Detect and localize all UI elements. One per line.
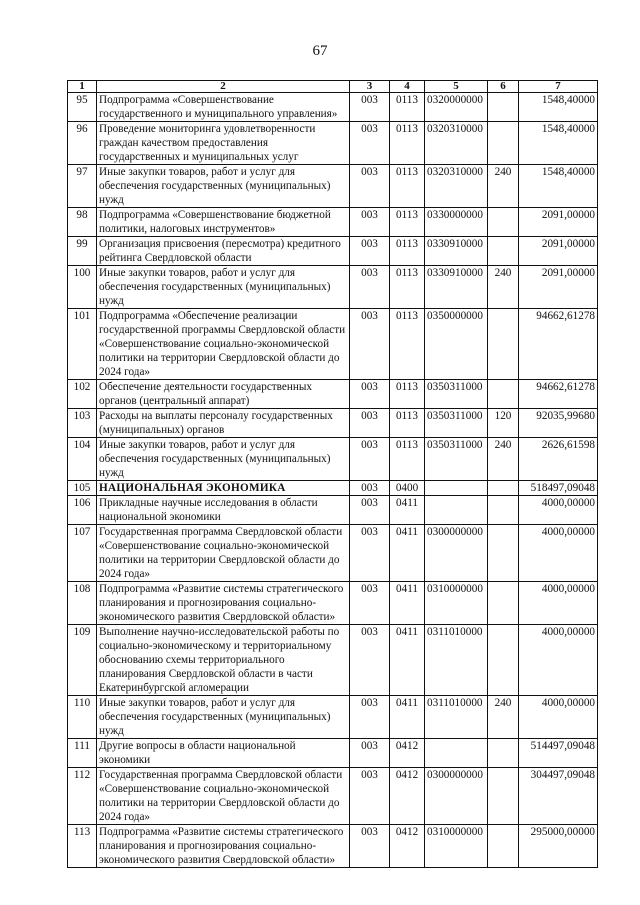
table-row [68, 237, 598, 266]
row-number: 101 [68, 309, 97, 380]
row-name: Выполнение научно-исследовательской работы по социально-экономическому и территориальному обоснованию схемы территориального планирования Свердловской области в части Екатеринбургской агломерации [97, 625, 350, 696]
amount: 295000,00000 [519, 825, 598, 868]
row-name: Иные закупки товаров, работ и услуг для обеспечения государственных (муниципальных) нужд [97, 696, 350, 739]
ministry-code: 003 [350, 625, 390, 696]
table-row [68, 208, 598, 237]
header-row [68, 81, 598, 93]
ministry-code: 003 [350, 309, 390, 380]
table-body [68, 93, 598, 868]
section-code: 0113 [390, 380, 425, 409]
table-row [68, 122, 598, 165]
ministry-code: 003 [350, 93, 390, 122]
section-code: 0113 [390, 266, 425, 309]
row-name: Государственная программа Свердловской области «Совершенствование социально-экономической политики на территории Свердловской области до 2024 года» [97, 768, 350, 825]
row-number: 102 [68, 380, 97, 409]
table-row [68, 768, 598, 825]
row-number: 95 [68, 93, 97, 122]
target-article-code: 0330910000 [425, 237, 488, 266]
expense-type-code [488, 625, 519, 696]
target-article-code: 0311010000 [425, 696, 488, 739]
amount: 1548,40000 [519, 122, 598, 165]
amount: 2091,00000 [519, 208, 598, 237]
expense-type-code [488, 768, 519, 825]
target-article-code: 0350311000 [425, 380, 488, 409]
row-number: 105 [68, 481, 97, 496]
target-article-code [425, 739, 488, 768]
amount: 1548,40000 [519, 165, 598, 208]
table-row [68, 409, 598, 438]
section-code: 0412 [390, 825, 425, 868]
column-header-1: 1 [68, 81, 97, 93]
row-number: 99 [68, 237, 97, 266]
ministry-code: 003 [350, 696, 390, 739]
expense-type-code: 120 [488, 409, 519, 438]
target-article-code: 0350311000 [425, 438, 488, 481]
expense-type-code [488, 481, 519, 496]
row-number: 104 [68, 438, 97, 481]
row-name: Проведение мониторинга удовлетворенности граждан качеством предоставления государственных и муниципальных услуг [97, 122, 350, 165]
column-header-4: 4 [390, 81, 425, 93]
expense-type-code [488, 525, 519, 582]
amount: 4000,00000 [519, 696, 598, 739]
expense-type-code [488, 496, 519, 525]
ministry-code: 003 [350, 409, 390, 438]
amount: 2626,61598 [519, 438, 598, 481]
target-article-code: 0330910000 [425, 266, 488, 309]
ministry-code: 003 [350, 266, 390, 309]
table-row [68, 380, 598, 409]
target-article-code: 0310000000 [425, 582, 488, 625]
ministry-code: 003 [350, 825, 390, 868]
row-name: Государственная программа Свердловской области «Совершенствование социально-экономической политики на территории Свердловской области до 2024 года» [97, 525, 350, 582]
row-name: Другие вопросы в области национальной экономики [97, 739, 350, 768]
row-number: 110 [68, 696, 97, 739]
row-name: Подпрограмма «Совершенствование государственного и муниципального управления» [97, 93, 350, 122]
amount: 92035,99680 [519, 409, 598, 438]
target-article-code [425, 496, 488, 525]
target-article-code: 0310000000 [425, 825, 488, 868]
section-code: 0400 [390, 481, 425, 496]
section-code: 0113 [390, 309, 425, 380]
amount: 518497,09048 [519, 481, 598, 496]
amount: 514497,09048 [519, 739, 598, 768]
table-row [68, 309, 598, 380]
table-row [68, 266, 598, 309]
row-number: 111 [68, 739, 97, 768]
row-number: 109 [68, 625, 97, 696]
row-number: 97 [68, 165, 97, 208]
section-code: 0411 [390, 625, 425, 696]
section-code: 0113 [390, 165, 425, 208]
amount: 4000,00000 [519, 496, 598, 525]
page-number: 67 [312, 43, 328, 59]
table-row [68, 438, 598, 481]
row-name: Расходы на выплаты персоналу государственных (муниципальных) органов [97, 409, 350, 438]
target-article-code: 0330000000 [425, 208, 488, 237]
row-number: 113 [68, 825, 97, 868]
table-row [68, 481, 598, 496]
target-article-code: 0300000000 [425, 525, 488, 582]
column-header-5: 5 [425, 81, 488, 93]
row-name: Иные закупки товаров, работ и услуг для обеспечения государственных (муниципальных) нужд [97, 165, 350, 208]
row-name: Подпрограмма «Совершенствование бюджетной политики, налоговых инструментов» [97, 208, 350, 237]
table-row [68, 825, 598, 868]
section-code: 0113 [390, 93, 425, 122]
budget-table [67, 80, 598, 868]
expense-type-code [488, 208, 519, 237]
ministry-code: 003 [350, 208, 390, 237]
amount: 304497,09048 [519, 768, 598, 825]
target-article-code: 0320310000 [425, 165, 488, 208]
section-code: 0113 [390, 208, 425, 237]
section-code: 0412 [390, 768, 425, 825]
expense-type-code: 240 [488, 438, 519, 481]
section-code: 0113 [390, 122, 425, 165]
section-code: 0113 [390, 409, 425, 438]
section-code: 0411 [390, 696, 425, 739]
ministry-code: 003 [350, 481, 390, 496]
row-number: 98 [68, 208, 97, 237]
section-code: 0113 [390, 237, 425, 266]
expense-type-code [488, 739, 519, 768]
ministry-code: 003 [350, 237, 390, 266]
target-article-code: 0320310000 [425, 122, 488, 165]
row-name: Прикладные научные исследования в области национальной экономики [97, 496, 350, 525]
expense-type-code: 240 [488, 696, 519, 739]
target-article-code: 0311010000 [425, 625, 488, 696]
row-number: 112 [68, 768, 97, 825]
row-name: Подпрограмма «Обеспечение реализации государственной программы Свердловской области «Совершенствование социально-экономической политики на территории Свердловской области до 2024 года» [97, 309, 350, 380]
expense-type-code [488, 582, 519, 625]
row-name: Иные закупки товаров, работ и услуг для обеспечения государственных (муниципальных) нужд [97, 266, 350, 309]
target-article-code: 0300000000 [425, 768, 488, 825]
section-code: 0411 [390, 582, 425, 625]
amount: 4000,00000 [519, 582, 598, 625]
column-header-3: 3 [350, 81, 390, 93]
amount: 4000,00000 [519, 625, 598, 696]
row-name: Подпрограмма «Развитие системы стратегического планирования и прогнозирования социально-экономического развития Свердловской области» [97, 582, 350, 625]
row-number: 103 [68, 409, 97, 438]
amount: 2091,00000 [519, 266, 598, 309]
row-number: 107 [68, 525, 97, 582]
table-row [68, 525, 598, 582]
ministry-code: 003 [350, 438, 390, 481]
amount: 4000,00000 [519, 525, 598, 582]
amount: 1548,40000 [519, 93, 598, 122]
ministry-code: 003 [350, 380, 390, 409]
section-code: 0412 [390, 739, 425, 768]
expense-type-code [488, 380, 519, 409]
table-row [68, 93, 598, 122]
amount: 94662,61278 [519, 309, 598, 380]
ministry-code: 003 [350, 122, 390, 165]
table-row [68, 582, 598, 625]
amount: 94662,61278 [519, 380, 598, 409]
section-code: 0113 [390, 438, 425, 481]
table-row [68, 739, 598, 768]
ministry-code: 003 [350, 525, 390, 582]
table-row [68, 625, 598, 696]
target-article-code: 0350000000 [425, 309, 488, 380]
row-number: 106 [68, 496, 97, 525]
row-number: 108 [68, 582, 97, 625]
expense-type-code [488, 93, 519, 122]
expense-type-code [488, 122, 519, 165]
ministry-code: 003 [350, 768, 390, 825]
table-row [68, 696, 598, 739]
amount: 2091,00000 [519, 237, 598, 266]
expense-type-code: 240 [488, 266, 519, 309]
row-name: НАЦИОНАЛЬНАЯ ЭКОНОМИКА [97, 481, 350, 496]
row-name: Подпрограмма «Развитие системы стратегического планирования и прогнозирования социально-экономического развития Свердловской области» [97, 825, 350, 868]
row-name: Обеспечение деятельности государственных органов (центральный аппарат) [97, 380, 350, 409]
table-row [68, 496, 598, 525]
expense-type-code [488, 309, 519, 380]
target-article-code: 0350311000 [425, 409, 488, 438]
row-name: Иные закупки товаров, работ и услуг для обеспечения государственных (муниципальных) нужд [97, 438, 350, 481]
column-header-2: 2 [97, 81, 350, 93]
ministry-code: 003 [350, 739, 390, 768]
row-name: Организация присвоения (пересмотра) кредитного рейтинга Свердловской области [97, 237, 350, 266]
target-article-code [425, 481, 488, 496]
target-article-code: 0320000000 [425, 93, 488, 122]
ministry-code: 003 [350, 165, 390, 208]
expense-type-code [488, 825, 519, 868]
row-number: 100 [68, 266, 97, 309]
ministry-code: 003 [350, 582, 390, 625]
section-code: 0411 [390, 525, 425, 582]
table-row [68, 165, 598, 208]
row-number: 96 [68, 122, 97, 165]
expense-type-code [488, 237, 519, 266]
expense-type-code: 240 [488, 165, 519, 208]
column-header-7: 7 [519, 81, 598, 93]
ministry-code: 003 [350, 496, 390, 525]
column-header-6: 6 [488, 81, 519, 93]
section-code: 0411 [390, 496, 425, 525]
